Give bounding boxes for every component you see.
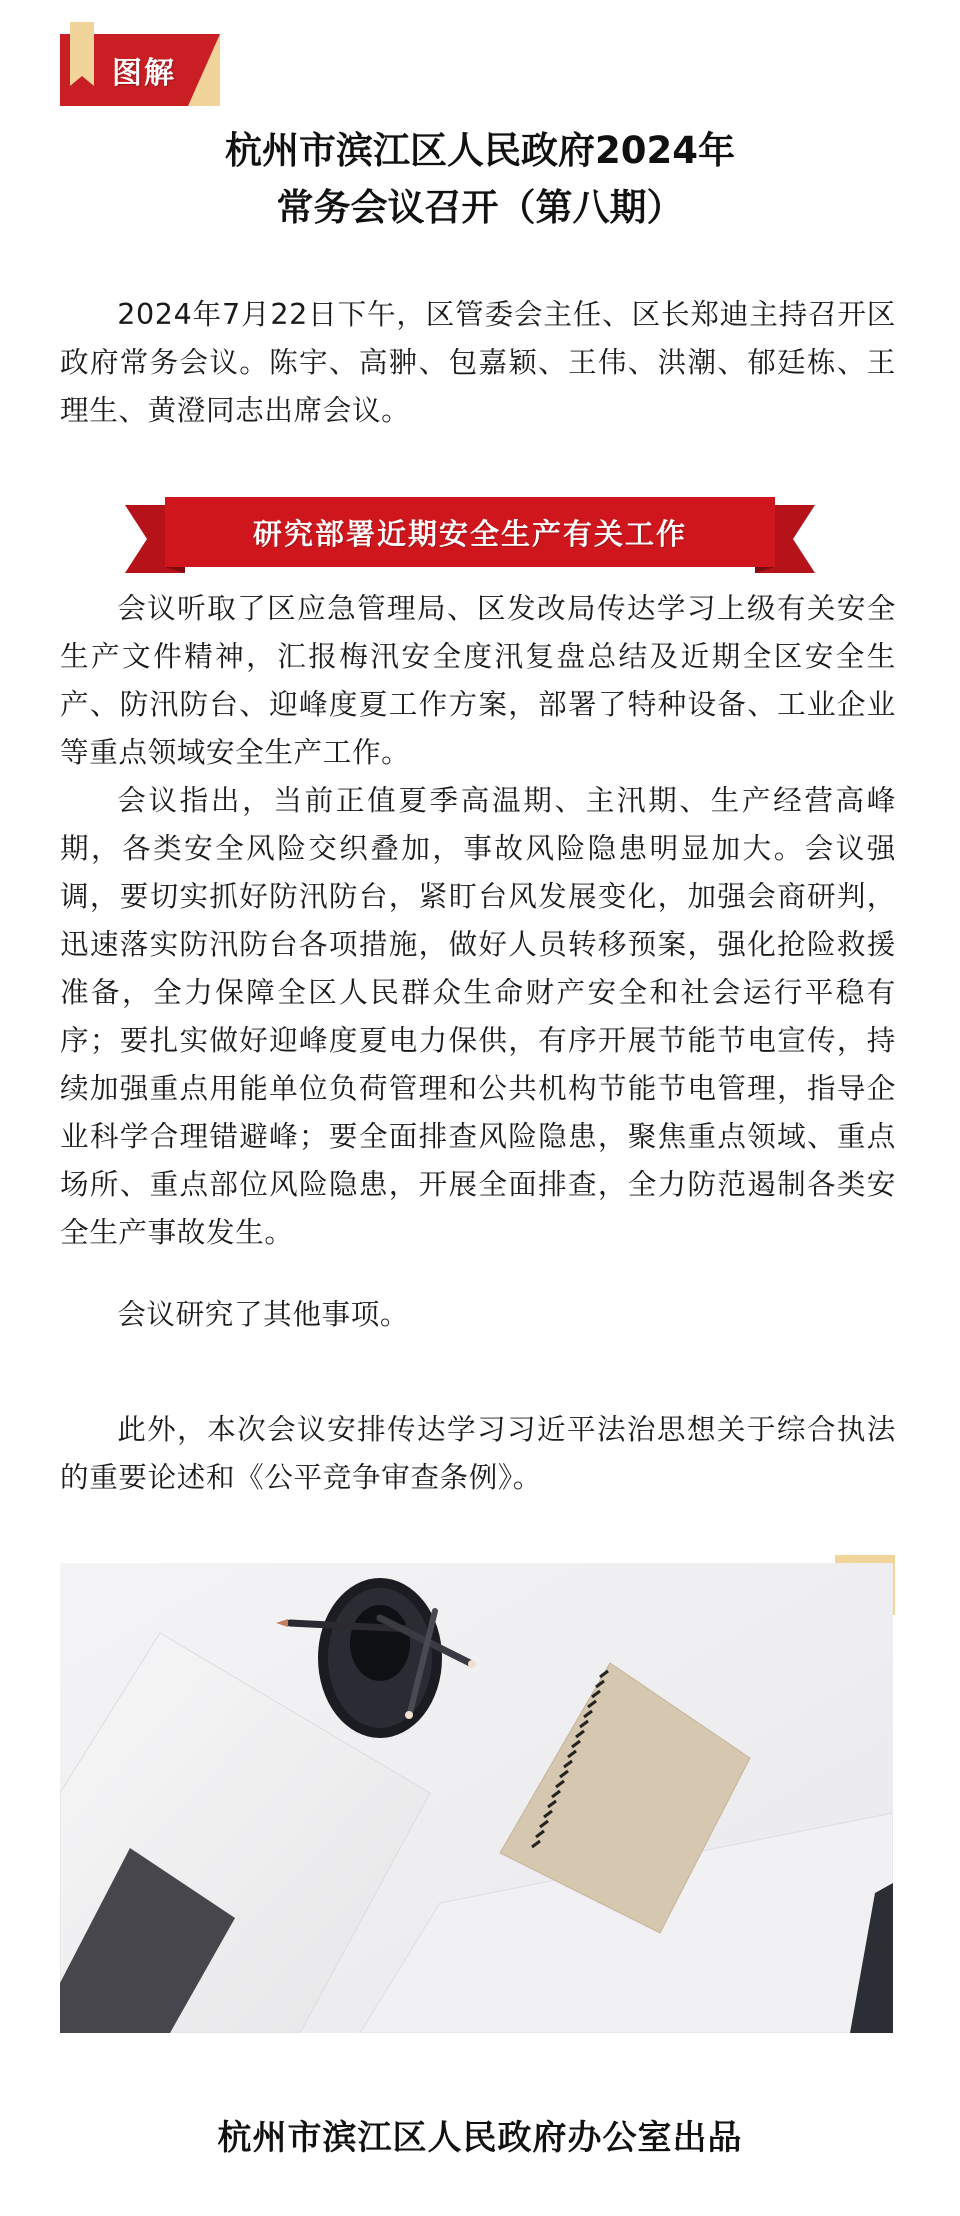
section-paragraph-1: 会议听取了区应急管理局、区发改局传达学习上级有关安全生产文件精神，汇报梅汛安全度汛复盘总结及近期全区安全生产、防汛防台、迎峰度夏工作方案，部署了特种设备、工业企业等重点领域安全生产工作。	[60, 591, 896, 769]
extra-paragraph: 此外，本次会议安排传达学习习近平法治思想关于综合执法的重要论述和《公平竞争审查条例》。	[60, 1412, 896, 1494]
title-line-1: 杭州市滨江区人民政府2024年	[225, 129, 735, 172]
badge-label: 图解	[112, 56, 176, 91]
publisher-footer: 杭州市滨江区人民政府办公室出品	[217, 2118, 743, 2158]
desk-photo	[60, 1563, 893, 2033]
section-heading-ribbon	[125, 497, 815, 573]
intro-paragraph: 2024年7月22日下午，区管委会主任、区长郑迪主持召开区政府常务会议。陈宇、高翀、包嘉颖、王伟、洪潮、郁廷栋、王理生、黄澄同志出席会议。	[60, 297, 896, 427]
section-heading: 研究部署近期安全生产有关工作	[252, 517, 687, 551]
section-paragraph-2: 会议指出，当前正值夏季高温期、主汛期、生产经营高峰期，各类安全风险交织叠加，事故风险隐患明显加大。会议强调，要切实抓好防汛防台，紧盯台风发展变化，加强会商研判，迅速落实防汛防台各项措施，做好人员转移预案，强化抢险救援准备，全力保障全区人民群众生命财产安全和社会运行平稳有序；要扎实做好迎峰度夏电力保供，有序开展节能节电宣传，持续加强重点用能单位负荷管理和公共机构节能节电管理，指导企业科学合理错避峰；要全面排查风险隐患，聚焦重点领域、重点场所、重点部位风险隐患，开展全面排查，全力防范遏制各类安全生产事故发生。	[60, 783, 896, 1249]
section-badge	[60, 22, 220, 106]
page-title	[0, 122, 960, 236]
title-line-2: 常务会议召开（第八期）	[276, 186, 684, 229]
photo-frame	[60, 1555, 900, 2035]
desk-illustration	[60, 1563, 893, 2033]
other-matters-paragraph: 会议研究了其他事项。	[117, 1297, 410, 1331]
